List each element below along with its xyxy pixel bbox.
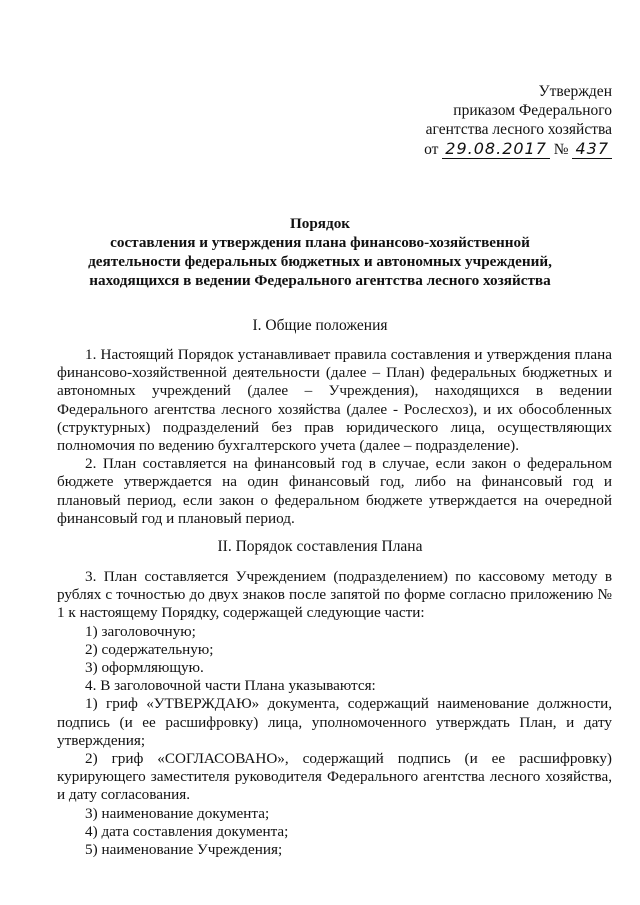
list-item: 3) оформляющую.: [85, 659, 204, 677]
approval-from-prefix: от: [424, 141, 439, 158]
list-item: 3) наименование документа;: [85, 804, 270, 822]
paragraph-4: 4. В заголовочной части Плана указываются:: [85, 677, 376, 695]
approval-line-3: агентства лесного хозяйства: [425, 121, 612, 138]
list-item: 1) заголовочную;: [85, 622, 196, 640]
sub-item-2: 2) гриф «СОГЛАСОВАНО», содержащий подпись (и ее расшифровку) курирующего заместителя руководителя Федерального агентства лесного хозяйства, и дату согласования.: [57, 750, 612, 804]
approval-date: 29.08.2017: [442, 139, 550, 159]
approval-date-line: [424, 139, 612, 159]
title-line-4: находящихся в ведении Федерального агентства лесного хозяйства: [89, 272, 551, 289]
approval-line-1: Утвержден: [538, 83, 612, 100]
list-item: 2) содержательную;: [85, 640, 214, 658]
title-line-2: составления и утверждения плана финансово-хозяйственной: [110, 234, 530, 251]
approval-stamp: [424, 82, 612, 159]
approval-line-2: приказом Федерального: [453, 102, 612, 119]
document-title: [40, 214, 600, 290]
approval-number-sign: №: [553, 141, 569, 158]
list-item: 5) наименование Учреждения;: [85, 841, 283, 859]
title-line-3: деятельности федеральных бюджетных и автономных учреждений,: [88, 253, 552, 270]
approval-number: 437: [572, 139, 612, 159]
section-1-body: [57, 346, 612, 528]
list-item: 4) дата составления документа;: [85, 822, 289, 840]
paragraph-2: 2. План составляется на финансовый год в случае, если закон о федеральном бюджете утверждается на один финансовый год, либо на финансовый год и плановый период, если закон о федеральном бюджете утверждается на очередной финансовый год и плановый период.: [57, 455, 612, 527]
paragraph-1: 1. Настоящий Порядок устанавливает правила составления и утверждения плана финансово-хозяйственной деятельности (далее – План) федеральных бюджетных и автономных учреждений (далее – Учреждения), находящихся в ведении Федерального агентства лесного хозяйства (далее - Рослесхоз), и их обособленных (структурных) подразделений без прав юридического лица, осуществляющих полномочия по ведению бухгалтерского учета (далее – подразделение).: [57, 346, 612, 455]
sub-item-1: 1) гриф «УТВЕРЖДАЮ» документа, содержащий наименование должности, подпись (и ее расшифровку) лица, уполномоченного утверждать План, и дату утверждения;: [57, 695, 612, 749]
paragraph-3: 3. План составляется Учреждением (подразделением) по кассовому методу в рублях с точностью до двух знаков после запятой по форме согласно приложению № 1 к настоящему Порядку, содержащей следующие части:: [57, 568, 612, 622]
section-1-heading: I. Общие положения: [252, 317, 388, 334]
title-line-1: Порядок: [289, 215, 351, 232]
section-2-body: [57, 568, 612, 859]
section-2-heading: II. Порядок составления Плана: [217, 538, 423, 555]
